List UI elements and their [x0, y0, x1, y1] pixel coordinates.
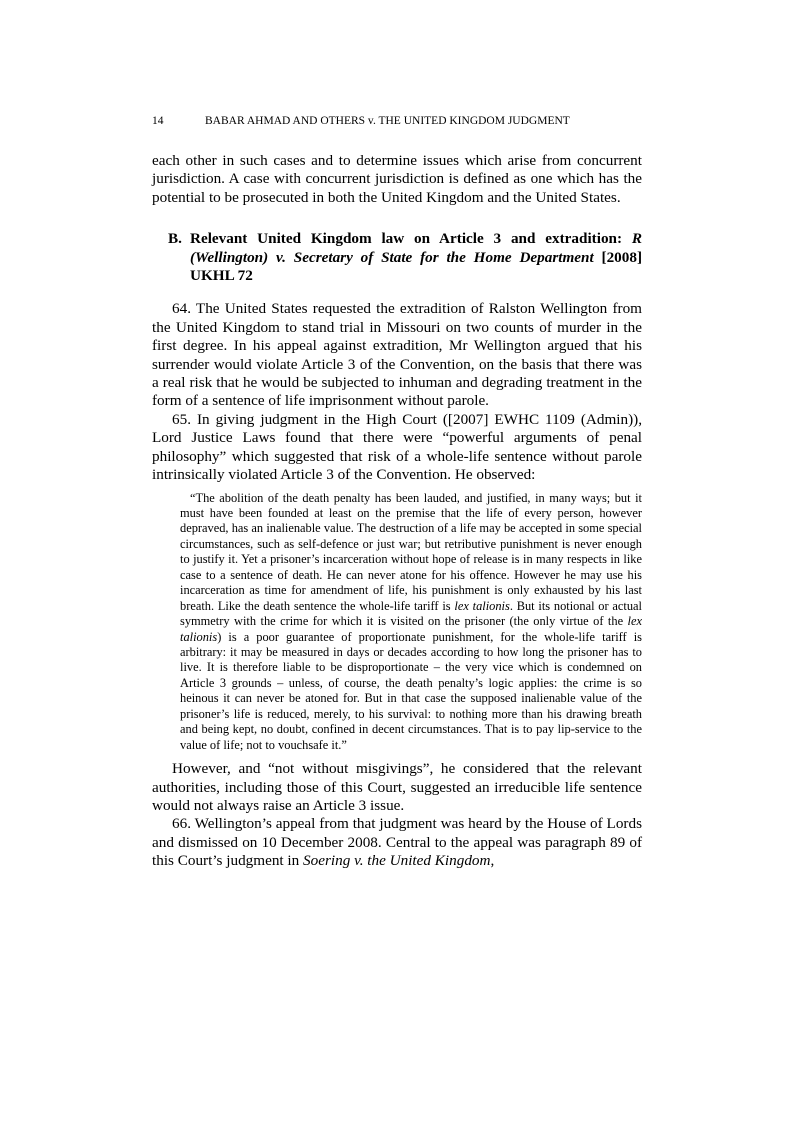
block-quote — [180, 491, 642, 754]
section-letter: B. — [168, 230, 182, 248]
paragraph-continuation: each other in such cases and to determine issues which arise from concurrent jurisdiction. A case with concurrent jurisdiction is defined as one which has the potential to be prosecuted in both the United Kingdom and the United States. — [152, 152, 642, 206]
quote-text: “The abolition of the death penalty has been lauded, and justified, in many ways; but it must have been founded at least on the premise that the life of every person, however depraved, has an inalienable value. The destruction of a life may be accepted in some special circumstances, such as self-defence or just war; but retributive punishment is never enough to justify it. Yet a prisoner’s incarceration without hope of release is in many respects in like case to a sentence of death. He can never atone for his offence. However he may use his incarceration as time for amendment of life, his punishment is only exhausted by his last breath. Like the death sentence the whole-life tariff is lex talionis. But its notional or actual symmetry with the crime for which it is visited on the prisoner (the only virtue of the lex talionis) is a poor guarantee of proportionate punishment, for the whole-life tariff is arbitrary: it may be measured in days or decades according to how long the prisoner has to live. It is therefore liable to be disproportionate – the very vice which is condemned on Article 3 grounds – unless, of course, the death penalty’s logic applies: the crime is so heinous it can never be atoned for. But in that case the supposed inalienable value of the prisoner’s life is reduced, merely, to his survival: to nothing more than his drawing breath and being kept, no doubt, confined in decent circumstances. That is to pay lip-service to the value of life; not to vouchsafe it.” — [180, 490, 642, 752]
page-number: 14 — [152, 115, 164, 127]
paragraph-66: 66. Wellington’s appeal from that judgment was heard by the House of Lords and dismissed on 10 December 2008. Central to the appeal was paragraph 89 of this Court’s judgment in Soering v. the United Kingdom, — [152, 815, 642, 870]
paragraph-65: 65. In giving judgment in the High Court ([2007] EWHC 1109 (Admin)), Lord Justice Laws found that there were “powerful arguments of penal philosophy” which suggested that risk of a whole-life sentence without parole intrinsically violated Article 3 of the Convention. He observed: — [152, 410, 642, 484]
paragraph-64: 64. The United States requested the extradition of Ralston Wellington from the United Kingdom to stand trial in Missouri on two counts of murder in the first degree. In his appeal against extradition, Mr Wellington argued that his surrender would violate Article 3 of the Convention, on the basis that there was a real risk that he would be subjected to inhuman and degrading treatment in the form of a sentence of life imprisonment without parole. — [152, 300, 642, 410]
paragraph-after-quote: However, and “not without misgivings”, he considered that the relevant authorities, including those of this Court, suggested an irreducible life sentence would not always raise an Article 3 issue. — [152, 760, 642, 815]
section-heading-b — [152, 230, 642, 285]
quote-italic-term: lex talionis — [454, 598, 510, 613]
quote-italic-term: lex talionis — [180, 614, 642, 644]
case-name-soering: Soering v. the United Kingdom — [303, 852, 491, 870]
running-header — [152, 113, 642, 129]
running-title: BABAR AHMAD AND OTHERS v. THE UNITED KINGDOM JUDGMENT — [205, 115, 570, 127]
page-body — [152, 152, 642, 871]
section-title-plain: Relevant United Kingdom law on Article 3 and extradition: — [190, 230, 632, 248]
section-title-citation: [2008] UKHL 72 — [190, 248, 642, 285]
section-title-case-name: R (Wellington) v. Secretary of State for the Home Department — [190, 230, 642, 266]
